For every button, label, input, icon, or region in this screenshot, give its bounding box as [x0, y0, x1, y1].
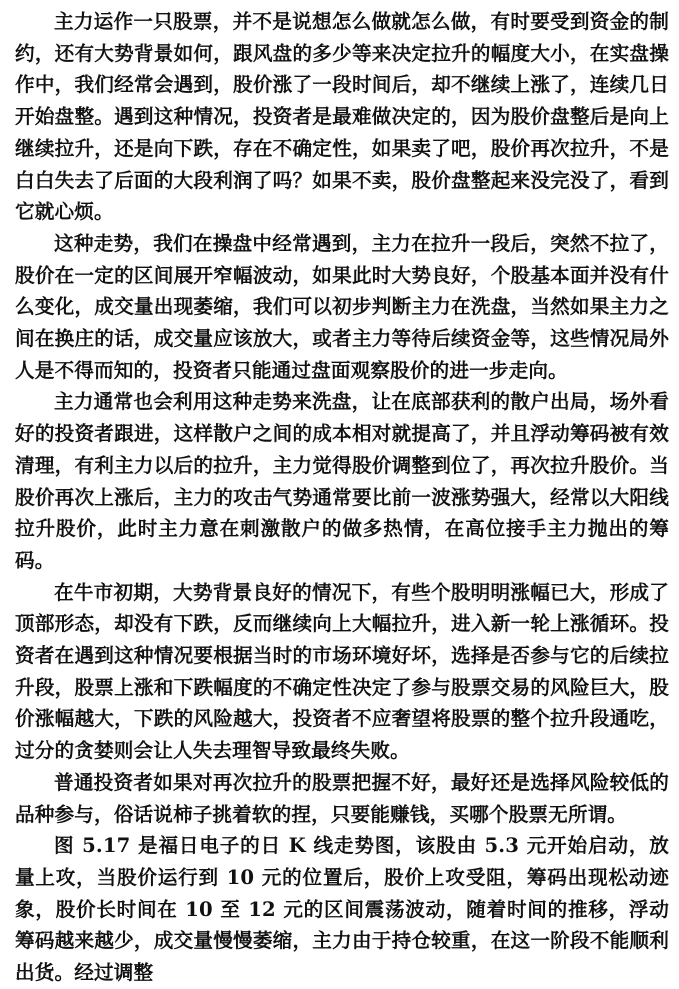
- paragraph-3: 主力通常也会利用这种走势来洗盘，让在底部获利的散户出局，场外看好的投资者跟进，这样散户之间的成本相对就提高了，并且浮动筹码被有效清理，有利主力以后的拉升，主力觉得股价调整到位了，再次拉升股价。当股价再次上涨后，主力的攻击气势通常要比前一波涨势强大，经常以大阳线拉升股价，此时主力意在刺激散户的做多热情，在高位接手主力抛出的筹码。: [15, 390, 669, 572]
- paragraph-4: 在牛市初期，大势背景良好的情况下，有些个股明明涨幅已大，形成了顶部形态，却没有下跌，反而继续向上大幅拉升，进入新一轮上涨循环。投资者在遇到这种情况要根据当时的市场环境好坏，选择是否参与它的后续拉升段，股票上涨和下跌幅度的不确定性决定了参与股票交易的风险巨大，股价涨幅越大，下跌的风险越大，投资者不应奢望将股票的整个拉升段通吃，过分的贪婪则会让人失去理智导致最终失败。: [15, 580, 669, 763]
- paragraph-6: 图 5.17 是福日电子的日 K 线走势图，该股由 5.3 元开始启动，放量上攻，当股价运行到 10 元的位置后，股价上攻受阻，筹码出现松动迹象，股价长时间在 10 至 12 元的区间震荡波动，随着时间的推移，浮动筹码越来越少，成交量慢慢萎缩，主力由于持仓较重，在这一阶段不能顺利出货。经过调整: [15, 834, 669, 985]
- paragraph-2: 这种走势，我们在操盘中经常遇到，主力在拉升一段后，突然不拉了，股价在一定的区间展开窄幅波动，如果此时大势良好，个股基本面并没有什么变化，成交量出现萎缩，我们可以初步判断主力在洗盘，当然如果主力之间在换庄的话，成交量应该放大，或者主力等待后续资金等，这些情况局外人是不得而知的，投资者只能通过盘面观察股价的进一步走向。: [15, 231, 669, 382]
- paragraph-5: 普通投资者如果对再次拉升的股票把握不好，最好还是选择风险较低的品种参与，俗话说柿子挑着软的捏，只要能赚钱，买哪个股票无所谓。: [15, 770, 669, 826]
- paragraph-1: 主力运作一只股票，并不是说想怎么做就怎么做，有时要受到资金的制约，还有大势背景如何，跟风盘的多少等来决定拉升的幅度大小，在实盘操作中，我们经常会遇到，股价涨了一段时间后，却不继续上涨了，连续几日开始盘整。遇到这种情况，投资者是最难做决定的，因为股价盘整后是向上继续拉升，还是向下跌，存在不确定性，如果卖了吧，股价再次拉升，不是白白失去了后面的大段利润了吗？如果不卖，股价盘整起来没完没了，看到它就心烦。: [15, 10, 669, 224]
